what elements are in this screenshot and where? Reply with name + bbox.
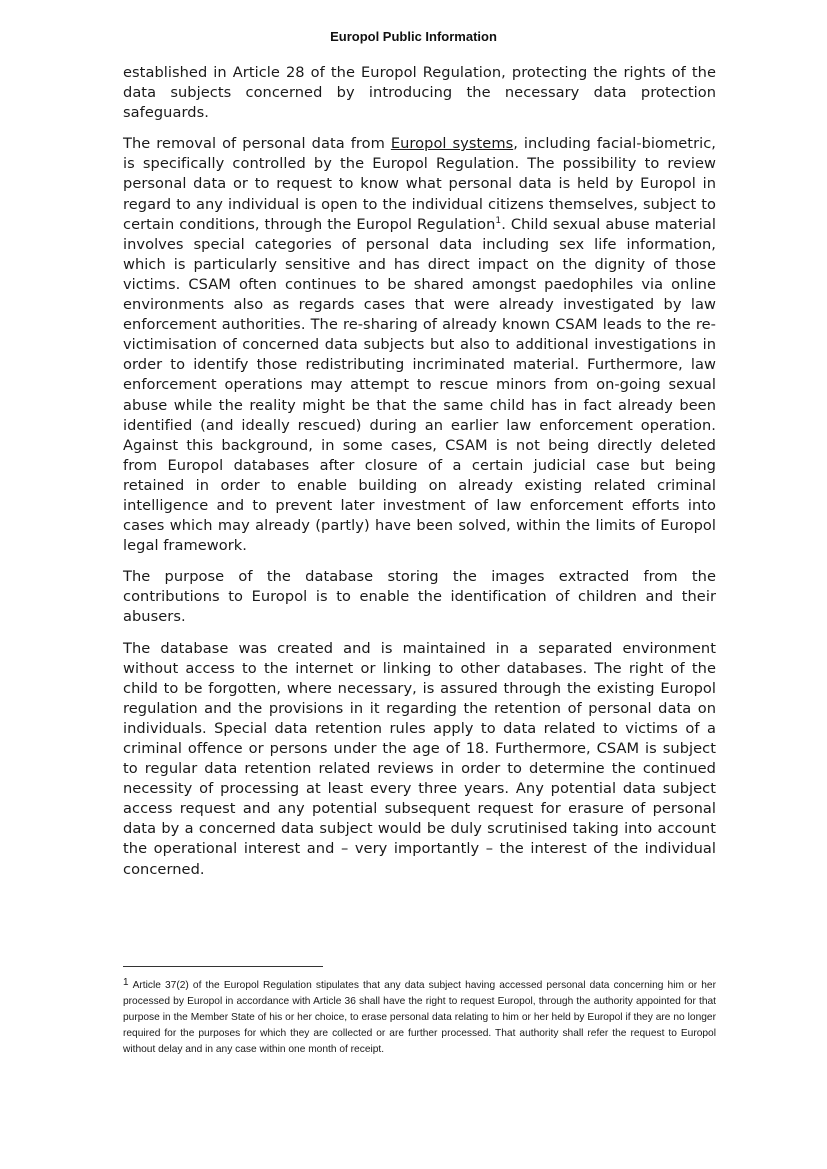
header-title: Europol Public Information	[330, 29, 497, 44]
paragraph-4: The database was created and is maintained in a separated environment without access to the internet or linking to other databases. The right of the child to be forgotten, where necessary, is assured through the existing Europol regulation and the provisions in it regarding the retention of personal data on individuals. Special data retention rules apply to data related to victims of a criminal offence or persons under the age of 18. Furthermore, CSAM is subject to regular data retention related reviews in order to determine the continued necessity of processing at least every three years. Any potential data subject access request and any potential subsequent request for erasure of personal data by a concerned data subject would be duly scrutinised taking into account the operational interest and – very importantly – the interest of the individual concerned.	[123, 639, 716, 878]
paragraph-2	[123, 134, 716, 556]
footnote	[123, 975, 716, 1058]
paragraph-1: established in Article 28 of the Europol Regulation, protecting the rights of the data subjects concerned by introducing the necessary data protection safeguards.	[123, 64, 716, 122]
document-body	[123, 63, 716, 891]
page-header	[0, 29, 827, 44]
paragraph-3: The purpose of the database storing the images extracted from the contributions to Europol is to enable the identification of children and their abusers.	[123, 568, 716, 626]
footnote-reference[interactable]: 1	[495, 215, 502, 226]
paragraph-2-text-a: The removal of personal data from	[123, 135, 391, 153]
paragraph-2-text-c: . Child sexual abuse material involves special categories of personal data including sex life information, which is particularly sensitive and has direct impact on the dignity of those victims. CSAM often continues to be shared amongst paedophiles via online environments also as regards cases that were already investigated by law enforcement authorities. The re-sharing of already known CSAM leads to the re-victimisation of concerned data subjects but also to additional investigations in order to identify those redistributing incriminated material. Furthermore, law enforcement operations may attempt to rescue minors from on-going sexual abuse while the reality might be that the same child has in fact already been identified (and ideally rescued) during an earlier law enforcement operation. Against this background, in some cases, CSAM is not being directly deleted from Europol databases after closure of a certain judicial case but being retained in order to enable building on already existing related criminal intelligence and to prevent later investment of law enforcement efforts into cases which may already (partly) have been solved, within the limits of Europol legal framework.	[123, 215, 716, 555]
footnote-text: Article 37(2) of the Europol Regulation stipulates that any data subject having accessed personal data concerning him or her processed by Europol in accordance with Article 36 shall have the right to request Europol, through the authority appointed for that purpose in the Member State of his or her choice, to erase personal data relating to him or her held by Europol if they are no longer required for the purposes for which they are collected or are further processed. That authority shall refer the request to Europol without delay and in any case within one month of receipt.	[123, 980, 716, 1055]
footnote-mark: 1	[123, 977, 129, 988]
footnote-separator	[123, 966, 323, 967]
europol-systems-link[interactable]: Europol systems	[390, 135, 514, 153]
paragraph-2-text-b: , including facial-biometric, is specifically controlled by the Europol Regulation. The possibility to review personal data or to request to know what personal data is held by Europol in regard to any individual is open to the individual citizens themselves, subject to certain conditions, through the Europol Regulation	[123, 135, 716, 233]
